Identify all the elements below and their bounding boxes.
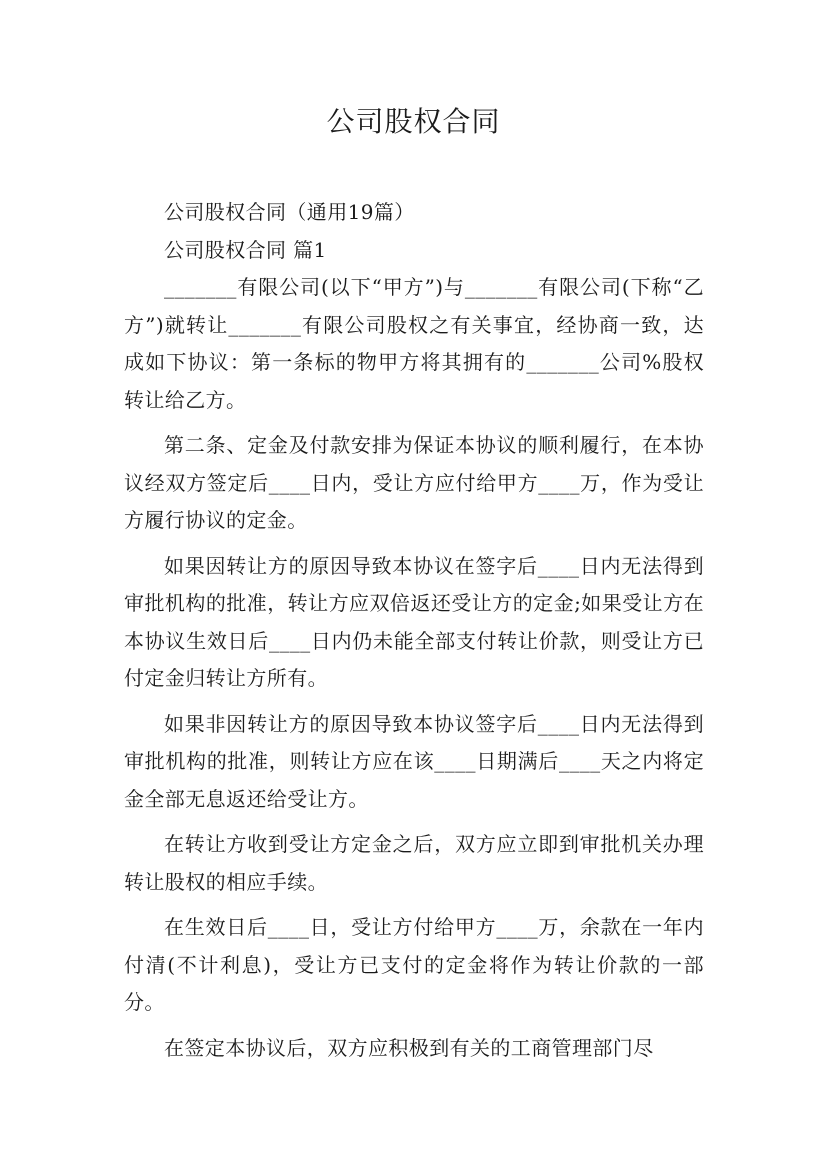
document-body: [124, 194, 704, 1067]
paragraph-non-transferor-fault: 如果非因转让方的原因导致本协议签字后____日内无法得到审批机构的批准，则转让方应在该____日期满后____天之内将定金全部无息返还给受让方。: [124, 711, 704, 811]
paragraph-transferor-fault: 如果因转让方的原因导致本协议在签字后____日内无法得到审批机构的批准，转让方应双倍返还受让方的定金;如果受让方在本协议生效日后____日内仍未能全部支付转让价款，则受让方已付定金归转让方所有。: [124, 553, 704, 690]
paragraph-section-heading: 公司股权合同 篇1: [164, 237, 327, 262]
paragraph-deposit: 第二条、定金及付款安排为保证本协议的顺利履行，在本协议经双方签定后____日内，受让方应付给甲方____万，作为受让方履行协议的定金。: [124, 433, 704, 532]
paragraph-subtitle: 公司股权合同（通用19篇）: [164, 200, 415, 224]
document-title: 公司股权合同: [326, 105, 501, 138]
paragraph-registration: 在签定本协议后，双方应积极到有关的工商管理部门尽: [164, 1035, 654, 1060]
paragraph-parties: _______有限公司(以下“甲方”)与_______有限公司(下称“乙方”)就转让_______有限公司股权之有关事宜，经协商一致，达成如下协议：第一条标的物甲方将其拥有的_______公司%股权转让给乙方。: [124, 275, 704, 412]
paragraph-approval-procedures: 在转让方收到受让方定金之后，双方应立即到审批机关办理转让股权的相应手续。: [124, 832, 704, 894]
paragraph-payment-terms: 在生效日后____日，受让方付给甲方____万，余款在一年内付清(不计利息)，受让方已支付的定金将作为转让价款的一部分。: [124, 915, 704, 1014]
